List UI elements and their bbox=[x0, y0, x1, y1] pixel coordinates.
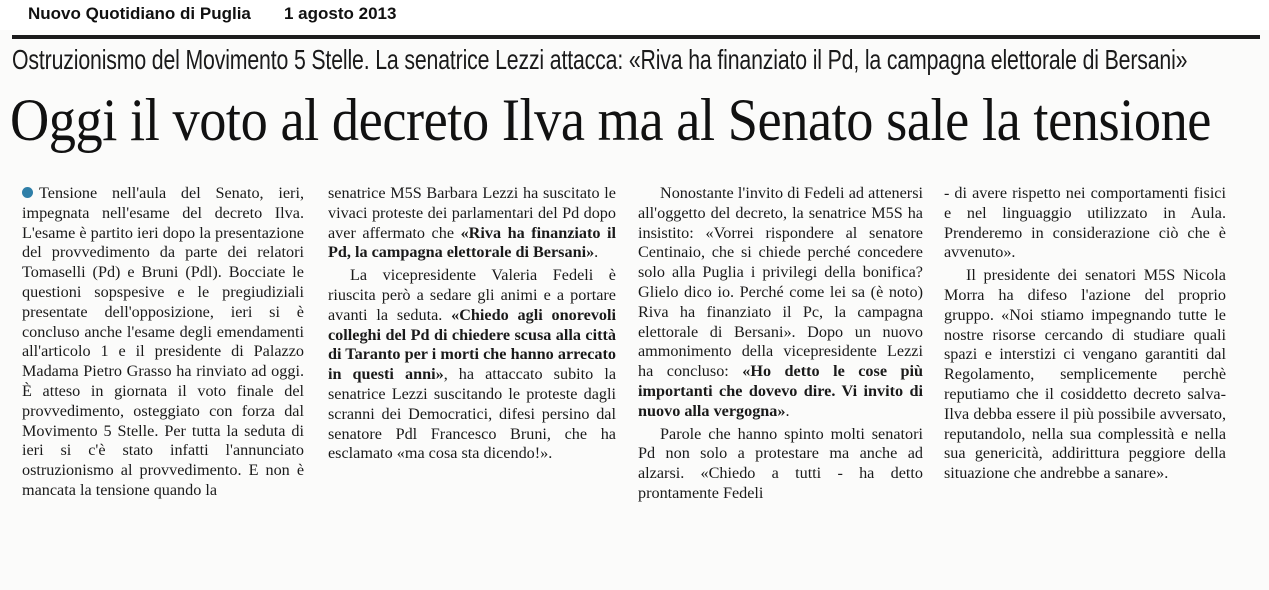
source-header bbox=[0, 0, 1269, 30]
blue-bullet-icon bbox=[22, 187, 33, 198]
article-column-2 bbox=[328, 184, 616, 467]
paragraph bbox=[638, 184, 923, 422]
publication-name: Nuovo Quotidiano di Puglia bbox=[28, 4, 251, 23]
top-rule bbox=[12, 35, 1260, 39]
paragraph bbox=[328, 184, 616, 263]
article-column-3 bbox=[638, 184, 923, 507]
article-column-4 bbox=[944, 184, 1226, 487]
paragraph-text: La vicepresidente Valeria Fedeli è riuscita però a sedare gli animi e a portare avanti la seduta. bbox=[328, 266, 616, 324]
paragraph-text: . bbox=[785, 401, 790, 420]
paragraph-text: Parole che hanno spinto molti senatori Pd non solo a protestare ma anche ad alzarsi. «Chiedo a tutti - ha detto prontamente Fedeli bbox=[638, 424, 923, 502]
paragraph-text: Il presidente dei senatori M5S Nicola Morra ha difeso l'azione del proprio gruppo. «Noi stiamo impegnando tutte le nostre risorse cercando di studiare quali spazi e interstizi ci vengano garantiti dal Regolamento, semplicemente perchè reputiamo che il cosiddetto decreto salva-Ilva debba essere il più possibile avversato, reputandolo, nella sua complessità e nella sua genericità, addirittura peggiore della situazione che andrebbe a sanare». bbox=[944, 266, 1226, 483]
paragraph bbox=[328, 266, 616, 464]
publication-date: 1 agosto 2013 bbox=[284, 4, 397, 23]
paragraph-text: senatrice M5S Barbara Lezzi ha suscitato le vivaci proteste dei parlamentari del Pd dopo aver affermato che bbox=[328, 184, 616, 242]
paragraph bbox=[944, 266, 1226, 484]
paragraph-text: Nonostante l'invito di Fedeli ad attenersi all'oggetto del decreto, la senatrice M5S ha insistito: «Vorrei rispondere al senatore Centinaio, che si chiede perché concedere solo alla Puglia i privilegi della bonifica? Glielo dico io. Perché come lei sa (è noto) Riva ha finanziato il Pc, la campagna elettorale di Bersani». Dopo un nuovo ammonimento della vicepresidente Lezzi ha concluso: bbox=[638, 184, 923, 381]
bold-quote: «Chiedo agli onorevoli colleghi del Pd di chiedere scusa alla città di Taranto per i morti che hanno arrecato in questi anni» bbox=[328, 305, 617, 384]
article-headline: Oggi il voto al decreto Ilva ma al Senato sale la tensione bbox=[10, 87, 1211, 153]
paragraph-text: Tensione nell'aula del Senato, ieri, impegnata nell'esame del decreto Ilva. L'esame è partito ieri dopo la presentazione del provvedimento da parte dei relatori Tomaselli (Pd) e Bruni (Pdl). Bocciate le questioni sopspesive e le pregiudiziali presentate dell'opposizione, ieri si è concluso anche l'esame degli emendamenti all'articolo 1 e il presidente di Palazzo Madama Pietro Grasso ha rinviato ad oggi. È atteso in giornata il voto finale del provvedimento, osteggiato con forza dal Movimento 5 Stelle. Per tutta la seduta di ieri si c'è stato infatti l'annunciato ostruzionismo al provvedimento. E non è mancata la tensione quando la bbox=[22, 184, 304, 499]
bold-quote: «Ho detto le cose più importanti che dovevo dire. Vi invito di nuovo alla vergogna» bbox=[638, 362, 923, 420]
paragraph-text: . bbox=[594, 243, 599, 262]
bold-quote: «Riva ha finanziato il Pd, la campagna elettorale di Bersani» bbox=[328, 223, 616, 262]
article-column-1 bbox=[22, 184, 304, 504]
paragraph-text: - di avere rispetto nei comportamenti fisici e nel linguaggio utilizzato in Aula. Prenderemo in considerazione ciò che è avvenuto». bbox=[944, 184, 1226, 262]
paragraph bbox=[22, 184, 304, 501]
article-kicker: Ostruzionismo del Movimento 5 Stelle. La senatrice Lezzi attacca: «Riva ha finanziato il Pd, la campagna elettorale di Bersani» bbox=[12, 44, 1188, 75]
paragraph bbox=[638, 425, 923, 504]
paragraph-text: , ha attaccato subito la senatrice Lezzi suscitando le proteste dagli scranni dei Democratici, difesi persino dal senatore Pdl Francesco Bruni, che ha esclamato «ma cosa sta dicendo!». bbox=[328, 365, 616, 463]
paragraph bbox=[944, 184, 1226, 263]
